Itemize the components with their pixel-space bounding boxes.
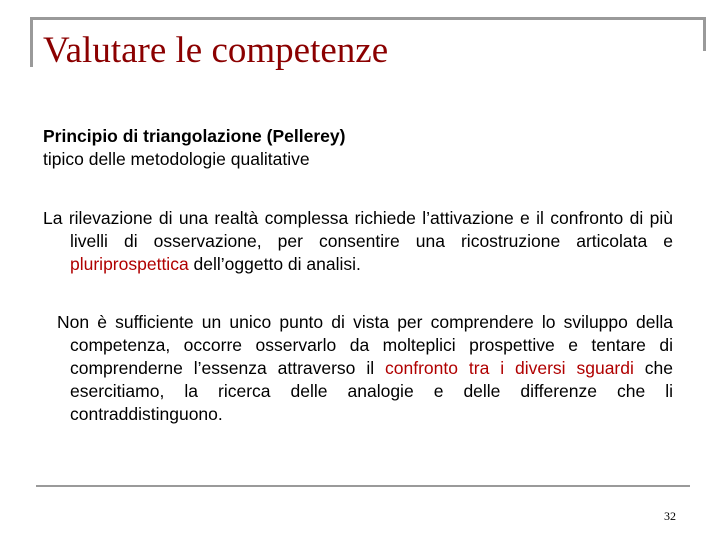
heading-subtitle: tipico delle metodologie qualitative bbox=[43, 149, 310, 169]
paragraph1-text-before: La rilevazione di una realtà complessa richiede l’attivazione e il confronto di più livelli di osservazione, per consentire una ricostruzione articolata e bbox=[43, 208, 673, 251]
title-frame-right-border bbox=[703, 17, 706, 51]
paragraph2-text-after: che esercitiamo, la ricerca delle analogie e delle differenze che li contraddistinguono. bbox=[70, 358, 673, 424]
paragraph1-highlight: pluriprospettica bbox=[70, 254, 189, 274]
heading-principle: Principio di triangolazione (Pellerey) bbox=[43, 126, 346, 146]
paragraph2-highlight: confronto tra i diversi sguardi bbox=[385, 358, 634, 378]
title-frame-left-border bbox=[30, 17, 33, 67]
page-number: 32 bbox=[664, 509, 676, 523]
paragraph2-text-before: Non è sufficiente un unico punto di vista per comprendere lo sviluppo della competenza, occorre osservarlo da molteplici prospettive e tentare di comprenderne l’essenza attraverso il bbox=[57, 312, 673, 378]
footer-divider bbox=[36, 485, 690, 487]
paragraph-punto-di-vista bbox=[57, 311, 673, 426]
heading-block bbox=[43, 125, 673, 171]
title-frame-top-border bbox=[30, 17, 706, 20]
paragraph1-text-after: dell’oggetto di analisi. bbox=[188, 254, 361, 274]
slide-title: Valutare le competenze bbox=[43, 30, 389, 71]
paragraph-rilevazione bbox=[43, 207, 673, 276]
